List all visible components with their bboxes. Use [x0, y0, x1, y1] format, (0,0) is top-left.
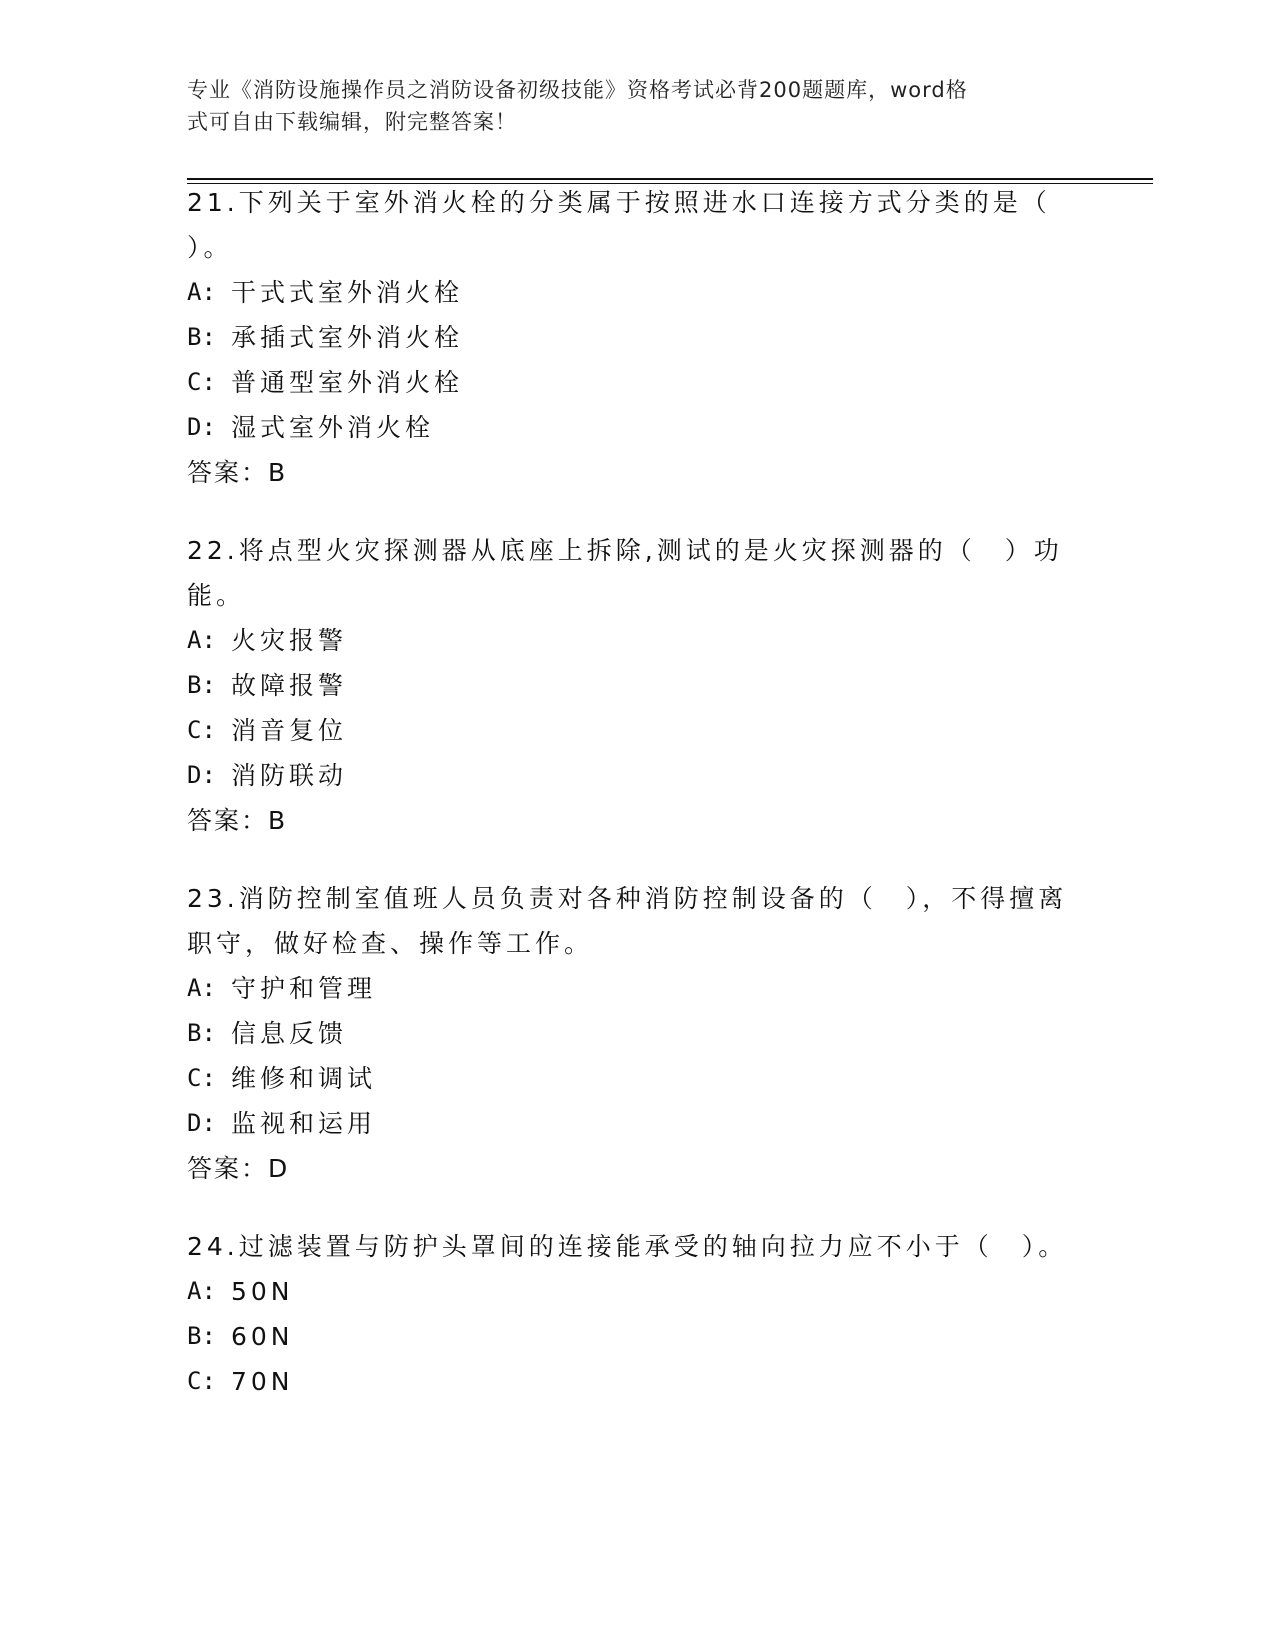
option-b	[187, 663, 1087, 708]
option-d	[187, 753, 1087, 798]
question-stem: 24.过滤装置与防护头罩间的连接能承受的轴向拉力应不小于（ ）。	[187, 1232, 1068, 1261]
option-b	[187, 1011, 1087, 1056]
option-text: 维修和调试	[231, 1064, 377, 1093]
question-21	[187, 180, 1087, 495]
option-text: 湿式室外消火栓	[231, 413, 435, 442]
document-header	[187, 74, 1087, 138]
option-c	[187, 708, 1087, 753]
option-a	[187, 618, 1087, 663]
question-stem: 23.消防控制室值班人员负责对各种消防控制设备的（ ），不得擅离	[187, 884, 1068, 913]
answer-value: B	[268, 806, 287, 835]
option-letter: A:	[187, 974, 216, 1002]
option-c	[187, 360, 1087, 405]
option-text: 50N	[231, 1277, 294, 1306]
option-b	[187, 1314, 1087, 1359]
question-22	[187, 528, 1087, 843]
option-text: 60N	[231, 1322, 294, 1351]
option-text: 普通型室外消火栓	[231, 368, 464, 397]
answer-line	[187, 450, 1087, 495]
question-stem-continued: 职守，做好检查、操作等工作。	[187, 929, 594, 958]
answer-line	[187, 798, 1087, 843]
option-text: 监视和运用	[231, 1109, 377, 1138]
option-letter: B:	[187, 1322, 216, 1350]
question-stem: 21.下列关于室外消火栓的分类属于按照进水口连接方式分类的是（	[187, 188, 1051, 217]
question-24	[187, 1224, 1087, 1404]
header-line-1: 专业《消防设施操作员之消防设备初级技能》资格考试必背200题题库，word格	[187, 78, 968, 102]
option-text: 火灾报警	[231, 626, 348, 655]
option-letter: D:	[187, 761, 216, 789]
answer-label: 答案：	[187, 806, 269, 835]
option-letter: B:	[187, 1019, 216, 1047]
answer-label: 答案：	[187, 458, 269, 487]
question-stem: 22.将点型火灾探测器从底座上拆除,测试的是火灾探测器的（ ）功	[187, 536, 1063, 565]
option-letter: D:	[187, 413, 216, 441]
option-letter: C:	[187, 368, 216, 396]
question-23	[187, 876, 1087, 1191]
option-letter: A:	[187, 626, 216, 654]
answer-value: D	[268, 1154, 289, 1183]
option-text: 承插式室外消火栓	[231, 323, 464, 352]
option-d	[187, 1101, 1087, 1146]
option-text: 干式式室外消火栓	[231, 278, 464, 307]
option-a	[187, 1269, 1087, 1314]
option-text: 信息反馈	[231, 1019, 348, 1048]
option-c	[187, 1359, 1087, 1404]
option-text: 70N	[231, 1367, 294, 1396]
option-letter: B:	[187, 323, 216, 351]
option-text: 守护和管理	[231, 974, 377, 1003]
option-letter: C:	[187, 1064, 216, 1092]
option-a	[187, 966, 1087, 1011]
option-letter: C:	[187, 1367, 216, 1395]
answer-value: B	[268, 458, 287, 487]
question-stem-continued: ）。	[187, 233, 233, 262]
header-line-2: 式可自由下载编辑，附完整答案！	[187, 110, 517, 134]
answer-label: 答案：	[187, 1154, 269, 1183]
option-letter: A:	[187, 1277, 216, 1305]
option-letter: C:	[187, 716, 216, 744]
option-c	[187, 1056, 1087, 1101]
option-letter: D:	[187, 1109, 216, 1137]
option-text: 故障报警	[231, 671, 348, 700]
option-letter: A:	[187, 278, 216, 306]
option-b	[187, 315, 1087, 360]
option-text: 消音复位	[231, 716, 348, 745]
answer-line	[187, 1146, 1087, 1191]
option-text: 消防联动	[231, 761, 348, 790]
option-a	[187, 270, 1087, 315]
option-d	[187, 405, 1087, 450]
question-stem-continued: 能。	[187, 581, 246, 610]
option-letter: B:	[187, 671, 216, 699]
